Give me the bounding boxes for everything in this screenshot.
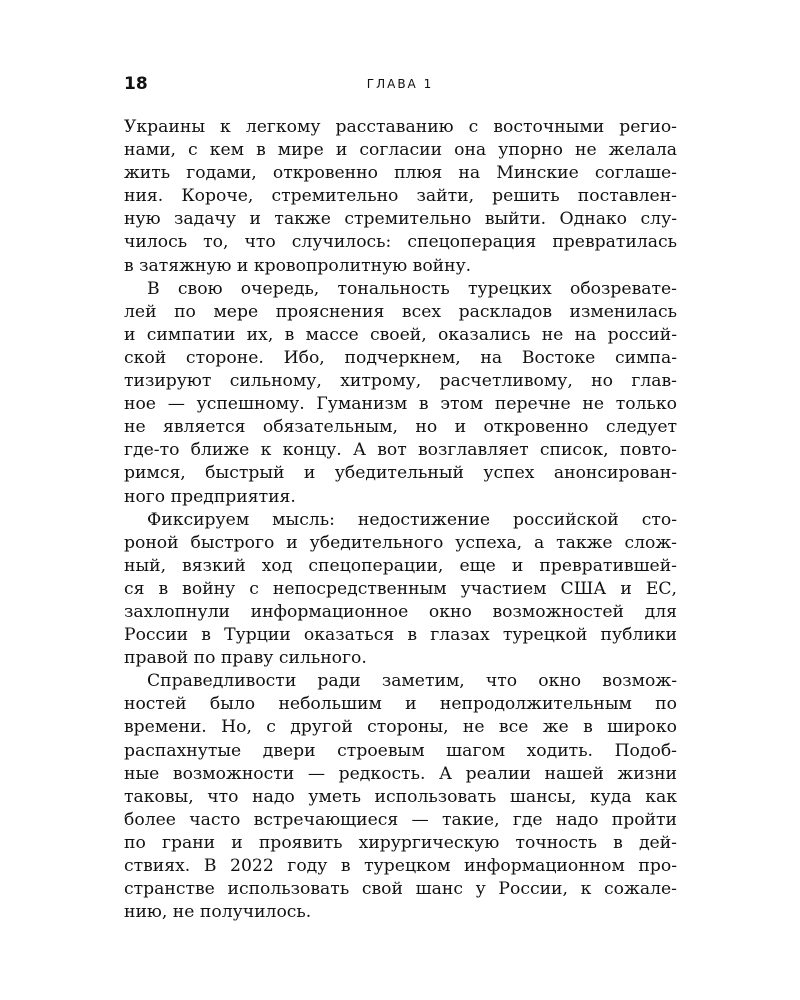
- text-line: России в Турции оказаться в глазах турецкой публики: [124, 625, 677, 646]
- text-line: чилось то, что случилось: спецоперация превратилась: [124, 232, 677, 253]
- text-line: ствиях. В 2022 году в турецком информационном про-: [124, 856, 677, 876]
- paragraph: [124, 278, 677, 509]
- text-line: захлопнули информационное окно возможностей для: [124, 601, 677, 622]
- text-line: таковы, что надо уметь использовать шансы, куда как: [124, 786, 677, 807]
- text-line: более часто встречающиеся — такие, где надо пройти: [124, 809, 677, 830]
- text-line: нами, с кем в мире и согласии она упорно не желала: [124, 140, 677, 161]
- text-line: распахнутые двери строевым шагом ходить. Подоб-: [124, 740, 677, 761]
- text-line: жить годами, откровенно плюя на Минские соглаше-: [124, 163, 677, 184]
- text-line: Украины к легкому расставанию с восточными регио-: [124, 117, 677, 137]
- text-line: где-то ближе к концу. А вот возглавляет список, повто-: [124, 440, 677, 461]
- text-line: и симпатии их, в массе своей, оказались не на россий-: [124, 324, 677, 345]
- text-line: римся, быстрый и убедительный успех анонсирован-: [124, 463, 677, 484]
- text-line: правой по праву сильного.: [124, 648, 367, 669]
- text-line: ный, вязкий ход спецоперации, еще и превратившей-: [124, 555, 677, 576]
- paragraph: [124, 670, 677, 924]
- paragraph: [124, 116, 677, 278]
- text-line: ную задачу и также стремительно выйти. Однако слу-: [124, 209, 677, 230]
- text-line: ного предприятия.: [124, 486, 296, 507]
- text-line: Фиксируем мысль: недостижение российской сто-: [147, 509, 677, 530]
- text-line: в затяжную и кровопролитную войну.: [124, 255, 472, 276]
- text-line: ся в войну с непосредственным участием США и ЕС,: [124, 578, 677, 599]
- text-line: ные возможности — редкость. А реалии нашей жизни: [124, 763, 677, 784]
- text-line: ностей было небольшим и непродолжительным по: [124, 694, 677, 715]
- text-line: странстве использовать свой шанс у России, к сожале-: [124, 879, 677, 900]
- text-line: нию, не получилось.: [124, 902, 312, 923]
- page-number: 18: [124, 74, 148, 94]
- text-line: ния. Короче, стремительно зайти, решить поставлен-: [124, 186, 677, 207]
- chapter-running-head: ГЛАВА 1: [366, 77, 434, 91]
- text-line: роной быстрого и убедительного успеха, а также слож-: [124, 532, 677, 553]
- text-line: лей по мере прояснения всех раскладов изменилась: [124, 301, 677, 322]
- text-line: ное — успешному. Гуманизм в этом перечне не только: [124, 394, 677, 415]
- text-line: Справедливости ради заметим, что окно возмож-: [147, 671, 677, 692]
- paragraph: [124, 509, 677, 671]
- text-line: не является обязательным, но и откровенно следует: [124, 417, 677, 438]
- body-text: [124, 116, 677, 924]
- text-line: тизируют сильному, хитрому, расчетливому, но глав-: [124, 371, 677, 392]
- text-line: по грани и проявить хирургическую точность в дей-: [124, 832, 677, 853]
- text-line: В свою очередь, тональность турецких обозревате-: [147, 278, 677, 299]
- text-line: времени. Но, с другой стороны, не все же в широко: [124, 717, 677, 738]
- text-line: ской стороне. Ибо, подчеркнем, на Востоке симпа-: [124, 347, 677, 368]
